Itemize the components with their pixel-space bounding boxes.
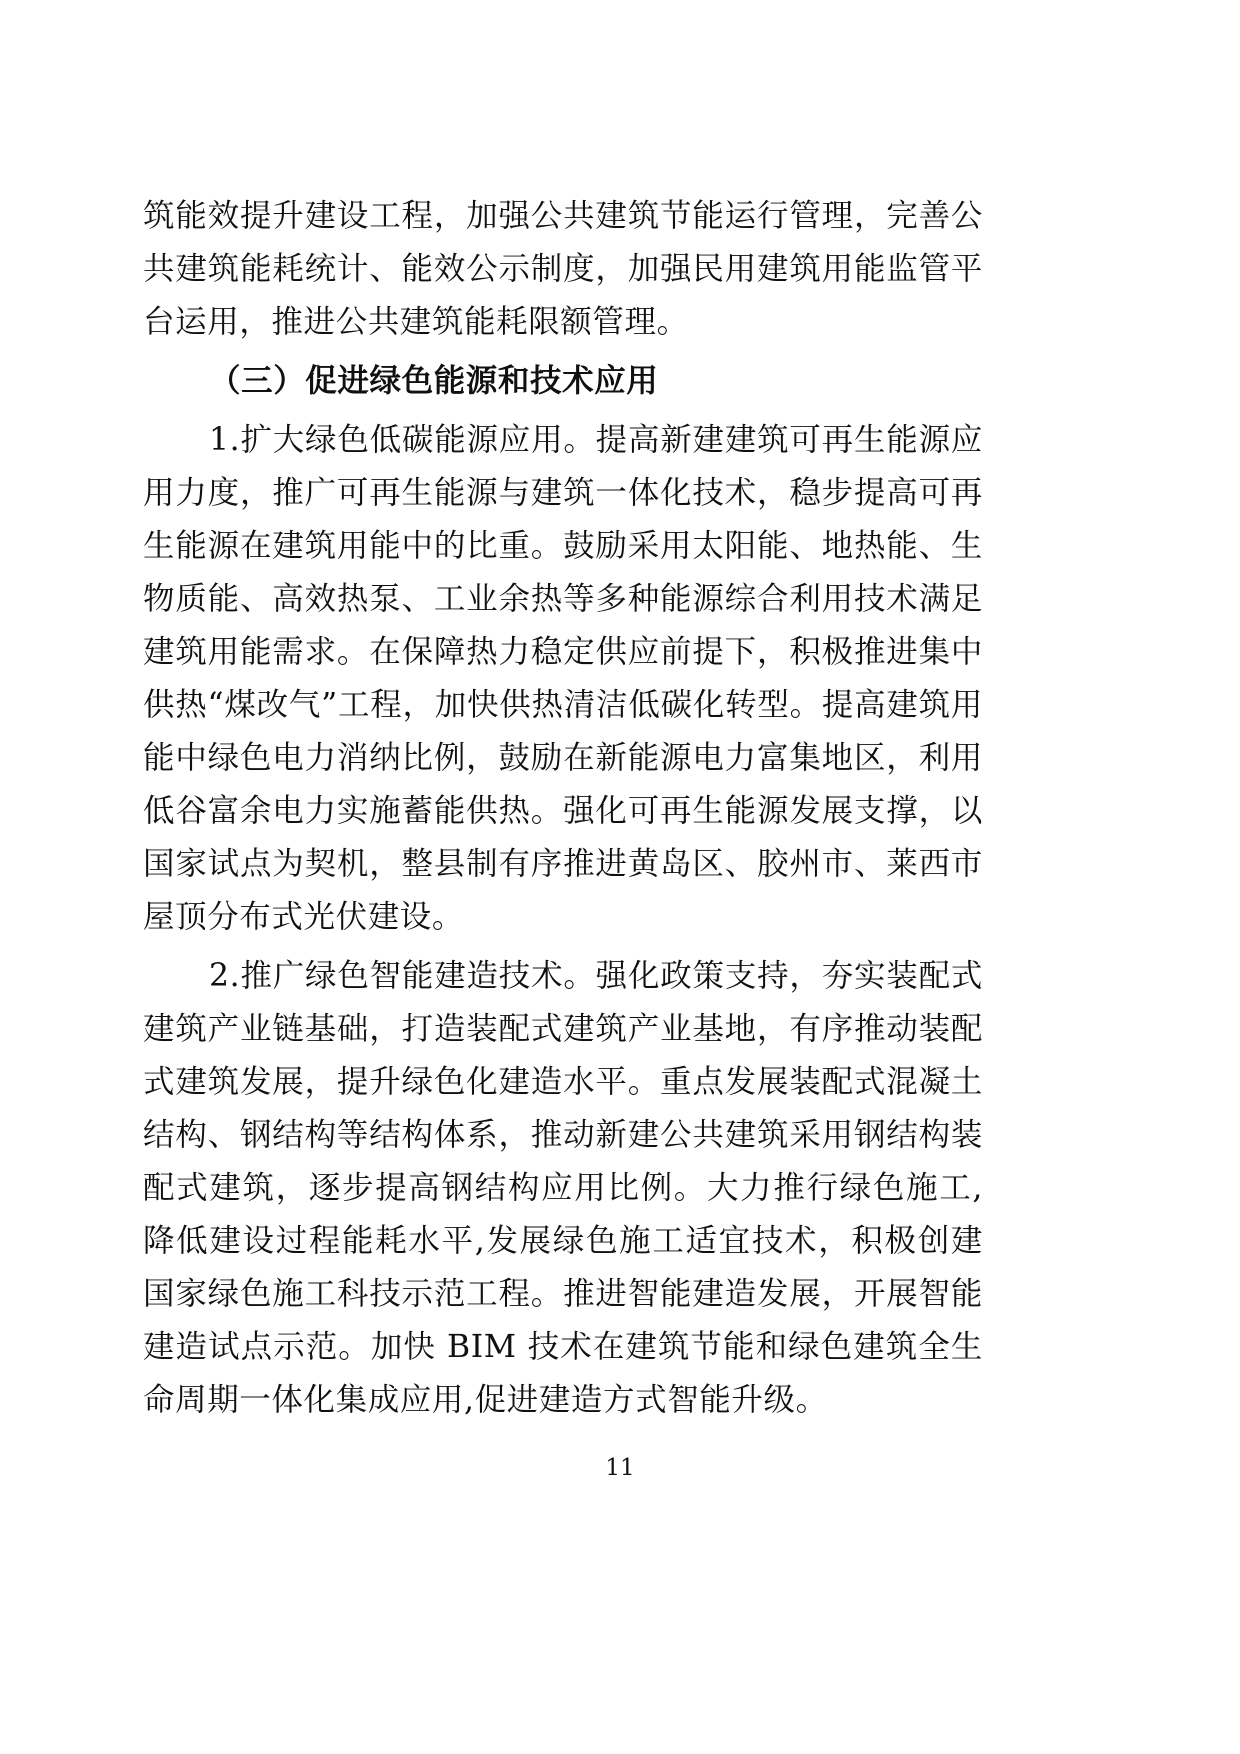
paragraph-continued: 筑能效提升建设工程，加强公共建筑节能运行管理，完善公共建筑能耗统计、能效公示制度，加强民用建筑用能监管平台运用，推进公共建筑能耗限额管理。 [143,198,983,340]
section-heading-three: （三）促进绿色能源和技术应用 [209,363,659,399]
page-body [143,190,983,1429]
paragraph-item-1: 1.扩大绿色低碳能源应用。提高新建建筑可再生能源应用力度，推广可再生能源与建筑一体化技术，稳步提高可再生能源在建筑用能中的比重。鼓励采用太阳能、地热能、生物质能、高效热泵、工业余热等多种能源综合利用技术满足建筑用能需求。在保障热力稳定供应前提下，积极推进集中供热“煤改气”工程，加快供热清洁低碳化转型。提高建筑用能中绿色电力消纳比例，鼓励在新能源电力富集地区，利用低谷富余电力实施蓄能供热。强化可再生能源发展支撑，以国家试点为契机，整县制有序推进黄岛区、胶州市、莱西市屋顶分布式光伏建设。 [143,422,983,935]
paragraph-item-2: 2.推广绿色智能建造技术。强化政策支持，夯实装配式建筑产业链基础，打造装配式建筑产业基地，有序推动装配式建筑发展，提升绿色化建造水平。重点发展装配式混凝土结构、钢结构等结构体系，推动新建公共建筑采用钢结构装配式建筑，逐步提高钢结构应用比例。大力推行绿色施工,降低建设过程能耗水平,发展绿色施工适宜技术，积极创建国家绿色施工科技示范工程。推进智能建造发展，开展智能建造试点示范。加快 BIM 技术在建筑节能和绿色建筑全生命周期一体化集成应用,促进建造方式智能升级。 [143,958,983,1418]
page-number: 11 [605,1455,635,1481]
